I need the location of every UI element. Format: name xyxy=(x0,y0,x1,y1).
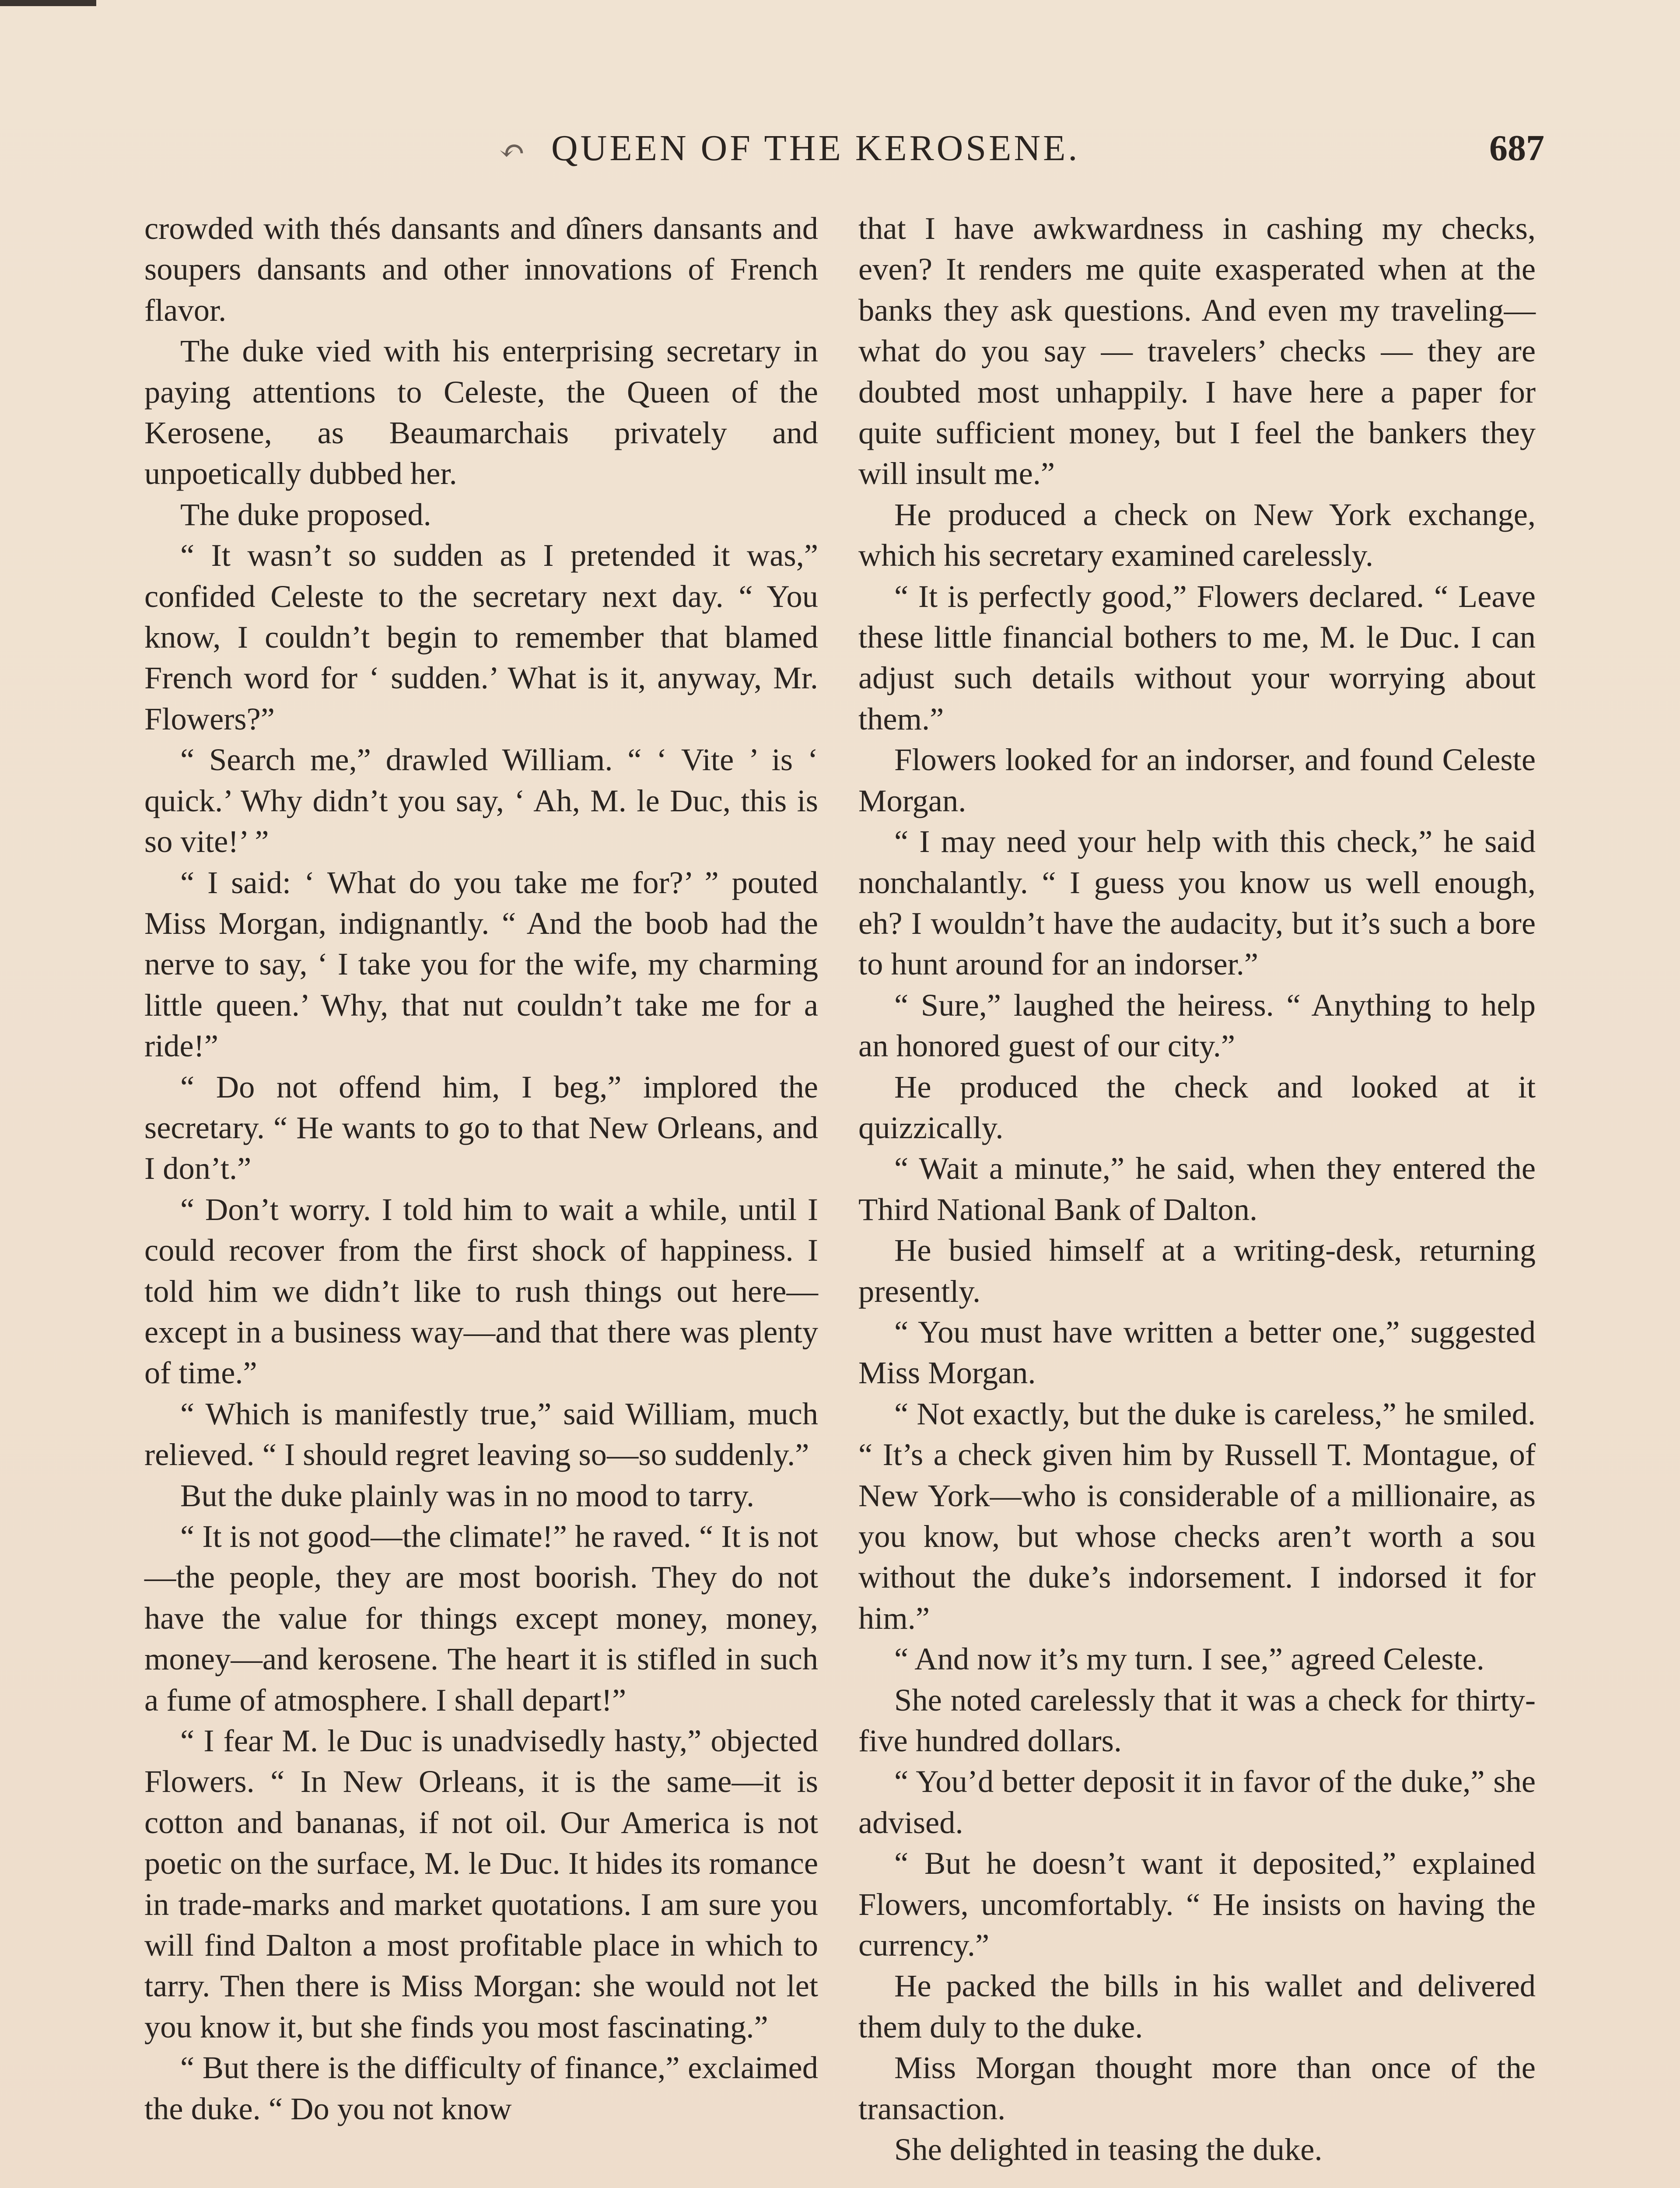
paragraph: She delighted in teasing the duke. xyxy=(894,2132,1323,2167)
paragraph: “ Sure,” laughed the heiress. “ Anything to help an honored guest of our city.” xyxy=(858,987,1536,1064)
running-title: QUEEN OF THE KEROSENE. xyxy=(551,128,1080,168)
paragraph: He packed the bills in his wallet and delivered them duly to the duke. xyxy=(858,1968,1536,2044)
paragraph: “ You’d better deposit it in favor of the duke,” she advised. xyxy=(858,1764,1536,1840)
paragraph: She noted carelessly that it was a check for thirty-five hundred dollars. xyxy=(858,1682,1536,1759)
paragraph: “ Which is manifestly true,” said William, much relieved. “ I should regret leaving so—so suddenly.” xyxy=(144,1396,818,1473)
paragraph: Flowers looked for an indorser, and found Celeste Morgan. xyxy=(858,742,1536,818)
paragraph: “ Don’t worry. I told him to wait a while, until I could recover from the first shock of happiness. I told him we didn’t like to rush things out here—except in a business way—and that there was plenty of time.” xyxy=(144,1191,818,1391)
paragraph: “ It wasn’t so sudden as I pretended it was,” confided Celeste to the secretary next day. “ You know, I couldn’t begin to remember that blamed French word for ‘ sudden.’ What is it, anyway, Mr. Flowers?” xyxy=(144,537,818,736)
paragraph: that I have awkwardness in cashing my checks, even? It renders me quite exasperated when at the banks they ask questions. And even my traveling—what do you say — travelers’ checks — they are doubted most unhappily. I have here a paper for quite sufficient money, but I feel the bankers they will insult me.” xyxy=(858,210,1536,491)
paragraph: Miss Morgan thought more than once of the transaction. xyxy=(858,2050,1536,2126)
paragraph: “ And now it’s my turn. I see,” agreed Celeste. xyxy=(894,1641,1484,1677)
paragraph: crowded with thés dansants and dîners dansants and soupers dansants and other innovations of French flavor. xyxy=(144,210,818,328)
paragraph: But the duke plainly was in no mood to tarry. xyxy=(180,1477,755,1513)
right-column xyxy=(858,208,1536,2170)
paragraph: He produced the check and looked at it quizzically. xyxy=(858,1069,1536,1145)
paragraph: “ Do not offend him, I beg,” implored the secretary. “ He wants to go to that New Orleans, and I don’t.” xyxy=(144,1069,818,1186)
page-number: 687 xyxy=(1489,128,1544,168)
paragraph: He produced a check on New York exchange, which his secretary examined carelessly. xyxy=(858,496,1536,573)
paragraph: “ I may need your help with this check,” he said nonchalantly. “ I guess you know us well enough, eh? I wouldn’t have the audacity, but it’s such a bore to hunt around for an indorser.” xyxy=(858,824,1536,982)
left-column xyxy=(144,208,818,2129)
paragraph: “ I fear M. le Duc is unadvisedly hasty,” objected Flowers. “ In New Orleans, it is the same—it is cotton and bananas, if not oil. Our America is not poetic on the surface, M. le Duc. It hides its romance in trade-marks and market quotations. I am sure you will find Dalton a most profitable place in which to tarry. Then there is Miss Morgan: she would not let you know it, but she finds you most fascinating.” xyxy=(144,1723,818,2044)
header-mark: ↶ xyxy=(499,133,525,168)
paragraph: “ Wait a minute,” he said, when they entered the Third National Bank of Dalton. xyxy=(858,1150,1536,1227)
ink-smudge xyxy=(0,0,96,6)
running-header xyxy=(481,127,1544,179)
paragraph: “ It is perfectly good,” Flowers declared. “ Leave these little financial bothers to me, M. le Duc. I can adjust such details without your worrying about them.” xyxy=(858,578,1536,736)
paragraph: The duke proposed. xyxy=(180,496,431,532)
paragraph: “ You must have written a better one,” suggested Miss Morgan. xyxy=(858,1314,1536,1391)
paragraph: “ But he doesn’t want it deposited,” explained Flowers, uncomfortably. “ He insists on having the currency.” xyxy=(858,1845,1536,1963)
paragraph: “ Search me,” drawled William. “ ‘ Vite ’ is ‘ quick.’ Why didn’t you say, ‘ Ah, M. le Duc, this is so vite!’ ” xyxy=(144,742,818,859)
paragraph: “ But there is the difficulty of finance,” exclaimed the duke. “ Do you not know xyxy=(144,2050,818,2126)
paragraph: He busied himself at a writing-desk, returning presently. xyxy=(858,1232,1536,1309)
paragraph: “ It is not good—the climate!” he raved. “ It is not—the people, they are most boorish. They do not have the value for things except money, money, money—and kerosene. The heart it is stifled in such a fume of atmosphere. I shall depart!” xyxy=(144,1518,818,1718)
paragraph: “ Not exactly, but the duke is careless,” he smiled. “ It’s a check given him by Russell T. Montague, of New York—who is considerable of a millionaire, as you know, but whose checks aren’t worth a sou without the duke’s indorsement. I indorsed it for him.” xyxy=(858,1396,1536,1636)
paragraph: “ I said: ‘ What do you take me for?’ ” pouted Miss Morgan, indignantly. “ And the boob had the nerve to say, ‘ I take you for the wife, my charming little queen.’ Why, that nut couldn’t take me for a ride!” xyxy=(144,864,818,1064)
paragraph: The duke vied with his enterprising secretary in paying attentions to Celeste, the Queen of the Kerosene, as Beaumarchais privately and unpoetically dubbed her. xyxy=(144,333,818,491)
